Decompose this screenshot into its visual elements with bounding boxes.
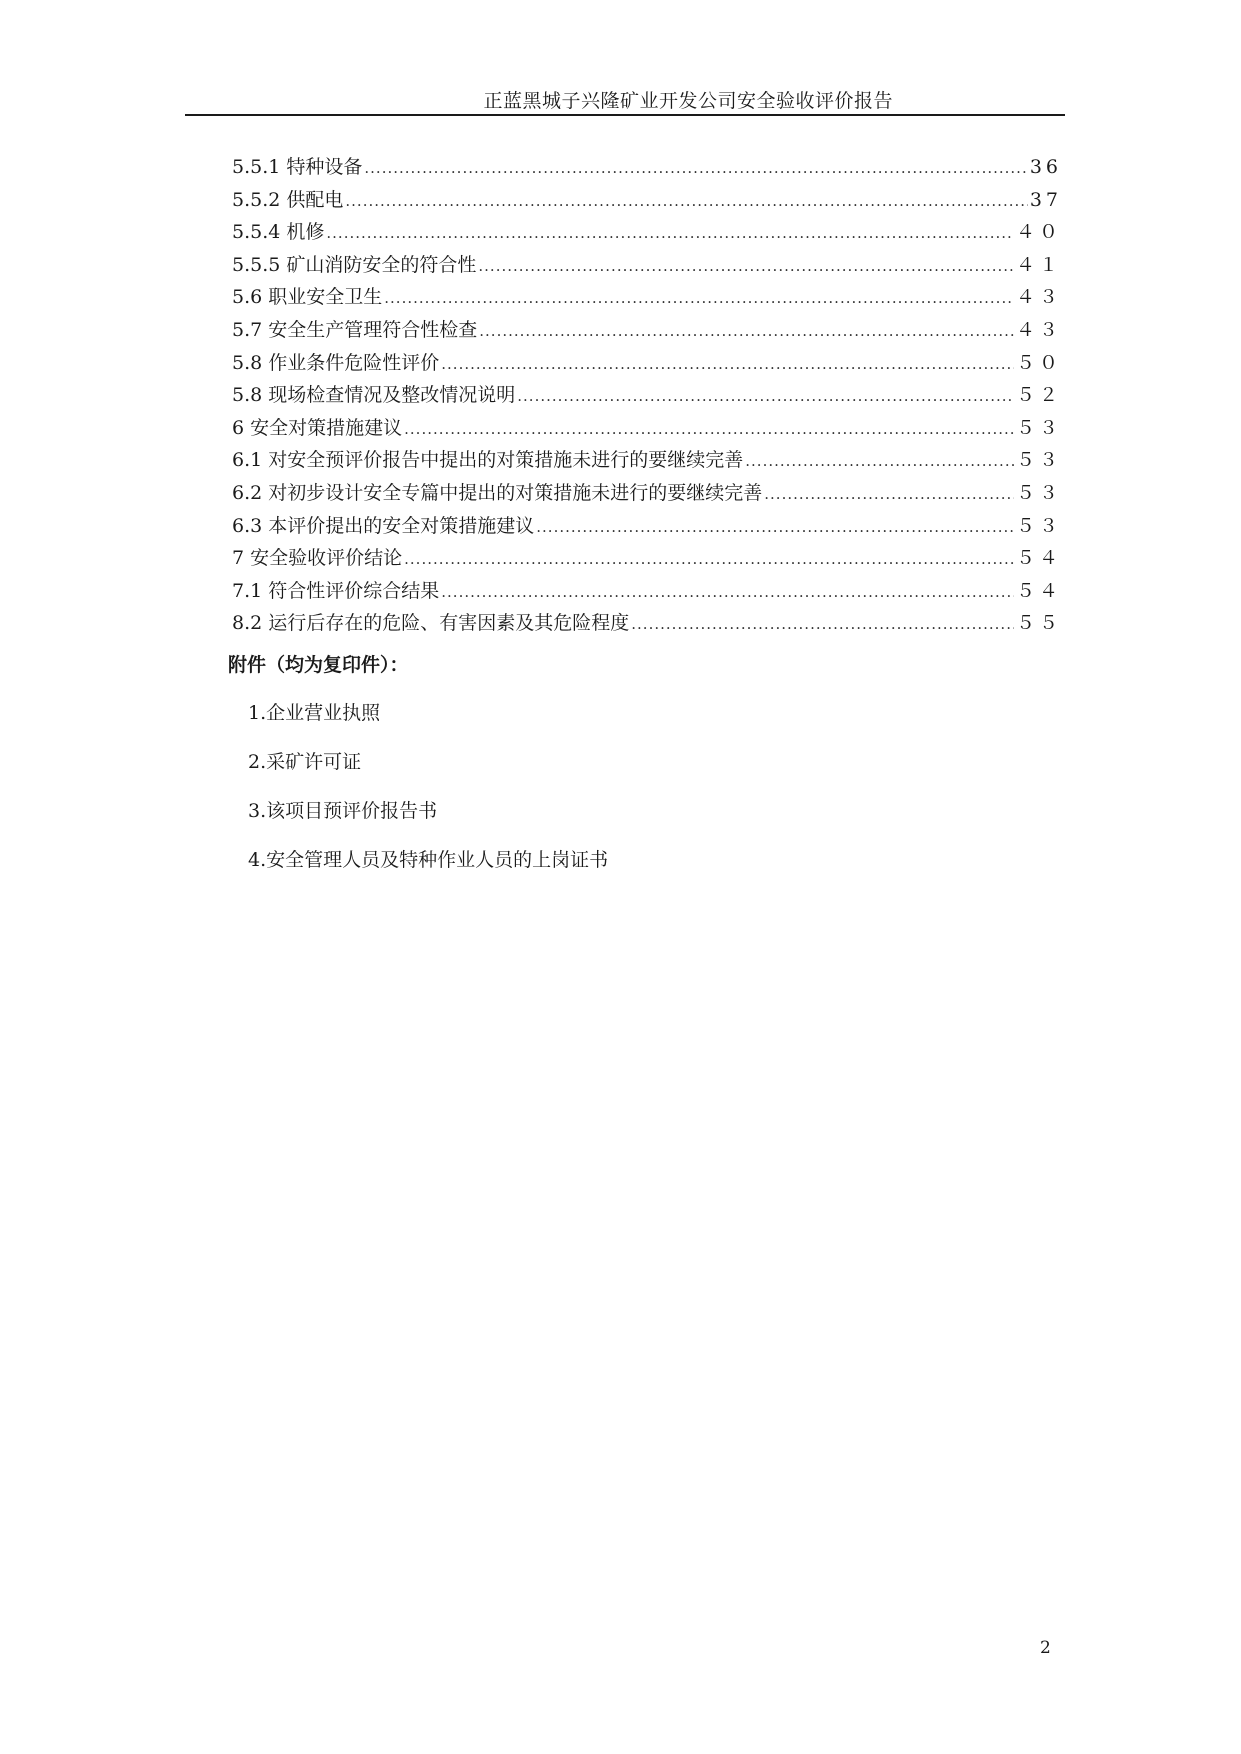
toc-entry-label: 6.3 本评价提出的安全对策措施建议 [232, 514, 535, 537]
toc-entry-page: ４３ [1015, 286, 1062, 309]
toc-entry-label: 5.7 安全生产管理符合性检查 [232, 318, 478, 341]
toc-entry-page: ５３ [1015, 481, 1062, 504]
toc-leader [517, 387, 1014, 405]
toc-leader [326, 224, 1014, 242]
toc-entry-page: ４１ [1015, 253, 1062, 276]
toc-entry[interactable] [232, 608, 1062, 641]
toc-leader [404, 420, 1014, 438]
toc-entry-label: 5.8 作业条件危险性评价 [232, 351, 440, 374]
toc-leader [384, 289, 1014, 307]
header-rule [185, 114, 1065, 116]
toc-entry-page: ５２ [1015, 384, 1062, 407]
attachment-item: 1.企业营业执照 [248, 702, 381, 724]
toc-entry-page: ５３ [1015, 514, 1062, 537]
toc-entry-page: ５３ [1015, 449, 1062, 472]
toc-entry[interactable] [232, 445, 1062, 478]
toc-entry-label: 6 安全对策措施建议 [232, 416, 403, 439]
toc-leader [404, 550, 1014, 568]
toc-entry[interactable] [232, 511, 1062, 544]
toc-entry-label: 8.2 运行后存在的危险、有害因素及其危险程度 [232, 612, 630, 635]
toc-entry[interactable] [232, 185, 1062, 218]
toc-entry[interactable] [232, 250, 1062, 283]
page-number: 2 [1040, 1638, 1051, 1658]
toc-leader [478, 257, 1014, 275]
report-title: 正蓝黑城子兴隆矿业开发公司安全验收评价报告 [483, 90, 893, 112]
toc-entry-label: 7 安全验收评价结论 [232, 547, 403, 570]
toc-entry[interactable] [232, 315, 1062, 348]
toc-entry-page: ５０ [1015, 351, 1062, 374]
toc-entry[interactable] [232, 478, 1062, 511]
toc-entry-label: 5.5.5 矿山消防安全的符合性 [232, 253, 477, 276]
toc-entry-page: 36 [1029, 156, 1062, 178]
toc-leader [631, 615, 1014, 633]
toc-entry-page: ５５ [1015, 612, 1062, 635]
toc-leader [441, 583, 1014, 601]
toc-leader [345, 192, 1027, 210]
toc-entry[interactable] [232, 282, 1062, 315]
attachments-heading: 附件（均为复印件）： [228, 654, 409, 676]
toc-leader [479, 322, 1014, 340]
toc-leader [364, 159, 1027, 177]
toc-entry-label: 5.5.1 特种设备 [232, 156, 363, 178]
toc-entry[interactable] [232, 576, 1062, 609]
attachments-list [248, 698, 608, 894]
toc-entry-label: 5.6 职业安全卫生 [232, 286, 383, 309]
attachment-item: 2.采矿许可证 [248, 751, 362, 773]
toc-leader [764, 485, 1014, 503]
toc-entry-label: 6.1 对安全预评价报告中提出的对策措施未进行的要继续完善 [232, 449, 744, 472]
toc-entry-page: ５４ [1015, 547, 1062, 570]
toc-entry-page: ５３ [1015, 416, 1062, 439]
table-of-contents [232, 152, 1062, 641]
running-header [185, 86, 1065, 113]
toc-entry[interactable] [232, 217, 1062, 250]
toc-entry-page: ４０ [1015, 221, 1062, 244]
toc-entry-label: 7.1 符合性评价综合结果 [232, 579, 440, 602]
toc-entry[interactable] [232, 413, 1062, 446]
toc-entry-page: ４３ [1015, 318, 1062, 341]
toc-entry-page: 37 [1029, 188, 1062, 211]
toc-leader [536, 518, 1014, 536]
toc-leader [441, 355, 1014, 373]
toc-entry[interactable] [232, 543, 1062, 576]
toc-entry[interactable] [232, 380, 1062, 413]
attachment-item: 4.安全管理人员及特种作业人员的上岗证书 [248, 849, 609, 871]
toc-entry[interactable] [232, 152, 1062, 185]
toc-entry-label: 5.5.4 机修 [232, 221, 325, 244]
attachment-item: 3.该项目预评价报告书 [248, 800, 438, 822]
toc-entry-label: 6.2 对初步设计安全专篇中提出的对策措施未进行的要继续完善 [232, 481, 763, 504]
toc-entry-label: 5.8 现场检查情况及整改情况说明 [232, 384, 516, 407]
toc-entry-label: 5.5.2 供配电 [232, 188, 344, 211]
toc-entry-page: ５４ [1015, 579, 1062, 602]
toc-entry[interactable] [232, 348, 1062, 381]
toc-leader [745, 452, 1014, 470]
